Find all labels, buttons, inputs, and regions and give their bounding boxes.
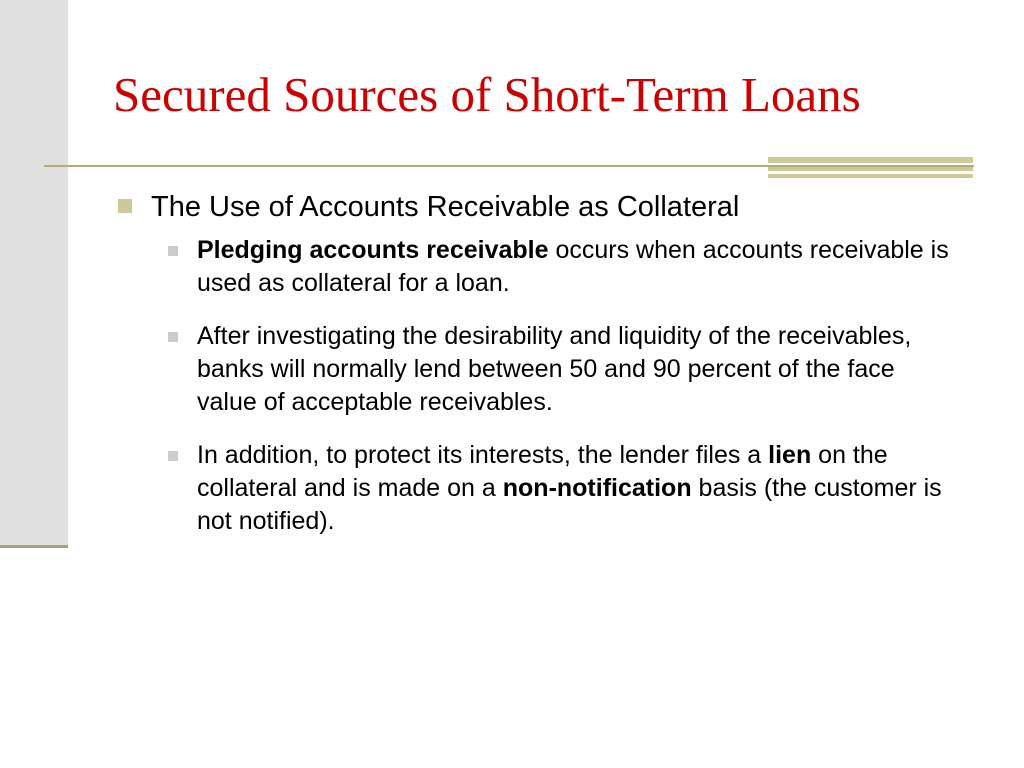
sub-bullet-item: [168, 320, 958, 419]
slide-content: [118, 186, 978, 558]
main-bullet-item: [118, 186, 978, 228]
square-bullet-icon: [168, 451, 178, 461]
accent-bar-middle: [768, 167, 973, 171]
term-lien: lien: [768, 441, 812, 469]
accent-bar-bottom: [768, 174, 973, 178]
sub-bullet-text-part: In addition, to protect its interests, the lender files a: [197, 441, 769, 469]
sub-bullet-text: After investigating the desirability and liquidity of the receivables, banks will normally lend between 50 and 90 percent of the face value of acceptable receivables.: [197, 322, 912, 416]
slide-title: Secured Sources of Short-Term Loans: [113, 67, 861, 122]
sub-bullet-text-part: on the collateral and is made on a: [197, 441, 888, 502]
square-bullet-icon: [168, 332, 178, 342]
sub-bullet-text: occurs when accounts receivable is used as collateral for a loan.: [197, 236, 949, 297]
square-bullet-icon: [168, 246, 178, 256]
square-bullet-icon: [118, 199, 132, 213]
sub-bullet-item: [168, 439, 958, 538]
accent-bar-top: [768, 157, 973, 163]
sub-bullet-text-part: basis (the customer is not notified).: [197, 474, 942, 535]
main-bullet-text: The Use of Accounts Receivable as Collateral: [151, 191, 740, 223]
left-decorative-panel: [0, 0, 68, 545]
term-pledging-accounts-receivable: Pledging accounts receivable: [197, 236, 549, 264]
sub-bullet-list: [168, 234, 958, 538]
term-non-notification: non-notification: [502, 474, 692, 502]
sub-bullet-item: [168, 234, 958, 300]
left-panel-edge-line: [0, 545, 68, 548]
